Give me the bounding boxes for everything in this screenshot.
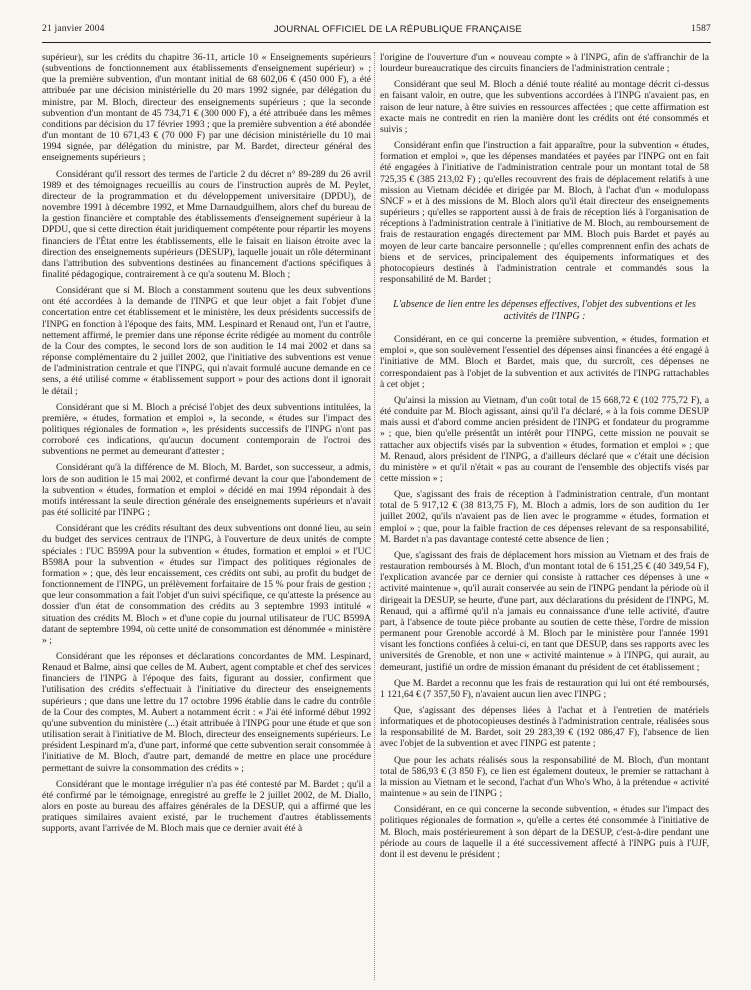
paragraph: Considérant que si M. Bloch a constamment soutenu que les deux subventions ont été accordées à la demande de l'INPG et que leur objet a fait l'objet d'une concertation entre cet établissement et le ministère, les deux présidents successifs de l'INPG en fonction à l'époque des faits, MM. Lespinard et Renaud ont, l'un et l'autre, nettement affirmé, le premier dans une réponse écrite rédigée au moment du contrôle de la Cour des comptes, le second lors de son audition le 14 mai 2002 et dans sa réponse complémentaire du 2 juillet 2002, que l'initiative des subventions est venue de l'administration centrale et que l'INPG, qui n'avait formulé aucune demande en ce sens, a été utilisé comme « établissement support » pour des actions dont il ignorait le détail ;	[42, 285, 371, 397]
paragraph: Que M. Bardet a reconnu que les frais de restauration qui lui ont été remboursés, 1 121,64 € (7 357,50 F), n'avaient aucun lien avec l'INPG ;	[380, 677, 709, 700]
paragraph: Considérant qu'il ressort des termes de l'article 2 du décret n° 89-289 du 26 avril 1989 et des témoignages recueillis au cours de l'instruction auprès de M. Peylet, directeur de la programmation et du développement universitaire (DPDU), de novembre 1991 à décembre 1992, et Mme Darnaudguilhem, alors chef du bureau de la gestion financière et comptable des établissements d'enseignement supérieur à la DPDU, que si cette direction était juridiquement compétente pour répartir les moyens financiers de l'État entre les établissements, elle le faisait en liaison étroite avec la direction des enseignements supérieurs (DESUP), laquelle jouait un rôle déterminant dans l'attribution des subventions destinées au financement d'actions spécifiques à finalité pédagogique, contrairement à ce qu'a soutenu M. Bloch ;	[42, 168, 371, 280]
paragraph: Considérant que le montage irrégulier n'a pas été contesté par M. Bardet ; qu'il a été confirmé par le témoignage, enregistré au greffe le 2 juillet 2002, de M. Diallo, alors en poste au bureau des affaires générales de la DESUP, qui a affirmé que les pratiques similaires avaient existé, par le truchement d'autres établissements supports, avant l'arrivée de M. Bloch mais que ce dernier avait été à	[42, 778, 371, 835]
right-column	[380, 52, 709, 982]
paragraph: Considérant enfin que l'instruction a fait apparaître, pour la subvention « études, formation et emploi », que les dépenses mandatées et payées par l'INPG ont en fait été engagées à l'initiative de l'administration centrale pour un montant total de 58 725,35 € (385 213,02 F) ; qu'elles recouvrent des frais de déplacement relatifs à une mission au Vietnam décidée et dirigée par M. Bloch, à l'achat d'un « modulopass SNCF » et à des missions de M. Bloch alors qu'il était directeur des enseignements supérieurs ; qu'elles se rapportent aussi à de frais de réception liés à l'organisation de réceptions à l'administration centrale à l'initiative de M. Bloch, au remboursement de frais de restauration engagés directement par MM. Bloch puis Bardet et payés au moyen de leur carte bancaire personnelle ; qu'elles comprennent enfin des achats de biens et de services, principalement des équipements informatiques et des photocopieurs destinés à l'administration centrale et commandés sous la responsabilité de M. Bardet ;	[380, 140, 709, 285]
paragraph: Que, s'agissant des frais de déplacement hors mission au Vietnam et des frais de restauration remboursés à M. Bloch, d'un montant total de 6 151,25 € (40 349,54 F), l'explication avancée par ce dernier qui consiste à rattacher ces dépenses à une « activité maintenue », qu'il aurait conservée au sein de l'INPG pendant la période où il dirigeait la DESUP, se heurte, d'une part, aux déclarations du président de l'INPG, M. Renaud, qui a affirmé qu'il n'a jamais eu connaissance d'une telle activité, d'autre part, à l'absence de toute pièce probante au soutien de cette thèse, l'ordre de mission permanent pour Grenoble accordé à M. Bloch par le ministère pour l'année 1991 visant les fonctions confiées à celui-ci, en tant que DESUP, dans ses rapports avec les universités de Grenoble, et non une « activité maintenue » à l'INPG, qui aurait, au demeurant, justifié un ordre de mission émanant du président de cet établissement ;	[380, 549, 709, 673]
paragraph: Qu'ainsi la mission au Vietnam, d'un coût total de 15 668,72 € (102 775,72 F), a été conduite par M. Bloch agissant, ainsi qu'il l'a déclaré, « à la fois comme DESUP mais aussi et d'abord comme ancien président de l'INPG et fondateur du programme » ; que, bien qu'elle présentât un intérêt pour l'INPG, cette mission ne pouvait se rattacher aux objectifs visés par la subvention « études, formation et emploi » ; que M. Renaud, alors président de l'INPG, a d'ailleurs déclaré que « c'était une décision du ministère » et qu'il n'était « pas au courant de l'ensemble des objectifs visés par cette mission » ;	[380, 394, 709, 484]
paragraph: Que pour les achats réalisés sous la responsabilité de M. Bloch, d'un montant total de 586,93 € (3 850 F), ce lien est également douteux, le premier se rattachant à la mission au Vietnam et le second, l'achat d'un Who's Who, à la prétendue « activité maintenue » au sein de l'INPG ;	[380, 754, 709, 800]
left-column	[42, 52, 371, 982]
paragraph: Considérant que les crédits résultant des deux subventions ont donné lieu, au sein du budget des services centraux de l'INPG, à l'ouverture de deux unités de compte spéciales : l'UC B599A pour la subvention « études, formation et emploi » et l'UC B598A pour la subvention « études sur l'impact des politiques régionales de formation » ; que, dès leur encaissement, ces crédits ont subi, au profit du budget de fonctionnement de l'INPG, un prélèvement forfaitaire de 15 % pour frais de gestion ; que leur consommation a fait l'objet d'un suivi spécifique, ce qu'atteste la présence au dossier d'un état de consommation des crédits au 3 septembre 1993 intitulé « situation des crédits M. Bloch » et d'une copie du journal utilisateur de l'UC B599A datant de septembre 1994, où cette unité de consommation est dénommée « ministère » ;	[42, 523, 371, 646]
page-header	[42, 18, 711, 40]
header-date: 21 janvier 2004	[42, 24, 105, 34]
paragraph: Considérant que seul M. Bloch a dénié toute réalité au montage décrit ci-dessus en faisant valoir, en outre, que les subventions accordées à l'INPG n'avaient pas, en raison de leur nature, à être suivies en ressources affectées ; que cette affirmation est exacte mais ne contredit en rien la manière dont les crédits ont été consommés et suivis ;	[380, 79, 709, 135]
paragraph: Considérant qu'à la différence de M. Bloch, M. Bardet, son successeur, a admis, lors de son audition le 15 mai 2002, et confirmé devant la cour que l'abondement de la subvention « études, formation et emploi » décidé en mai 1994 répondait à des motifs intéressant la seule direction générale des enseignements supérieurs et n'avait pas été sollicité par l'INPG ;	[42, 462, 371, 519]
header-page-number: 1587	[691, 24, 711, 34]
header-title: JOURNAL OFFICIEL DE LA RÉPUBLIQUE FRANÇAISE	[273, 23, 522, 35]
paragraph: Considérant, en ce qui concerne la seconde subvention, « études sur l'impact des politiques régionales de formation », qu'elle a certes été consommée à l'initiative de M. Bloch, mais postérieurement à son départ de la DESUP, c'est-à-dire pendant une période au cours de laquelle il a été successivement affecté à l'INPG puis à l'UJF, dont il est devenu le président ;	[380, 804, 709, 860]
paragraph: l'origine de l'ouverture d'un « nouveau compte » à l'INPG, afin de s'affranchir de la lourdeur bureaucratique des circuits financiers de l'administration centrale ;	[380, 52, 709, 75]
header-rule	[42, 42, 711, 43]
column-divider	[374, 52, 375, 980]
paragraph: Considérant, en ce qui concerne la première subvention, « études, formation et emploi », que son soulèvement l'essentiel des dépenses ainsi financées a été engagé à l'initiative de MM. Bloch et Bardet, mais que, du surcroît, ces dépenses ne correspondaient pas à l'objet de la subvention et aux activités de l'INPG rattachables à cet objet ;	[380, 334, 709, 390]
paragraph: supérieur), sur les crédits du chapitre 36-11, article 10 « Enseignements supérieurs (subventions de fonctionnement aux établissements d'enseignement supérieur) » ; que la première subvention, d'un montant initial de 68 602,06 € (450 000 F), a été attribuée par une décision ministérielle du 20 mars 1992 signée, par délégation du ministre, par M. Bloch, directeur des enseignements supérieurs ; que la seconde subvention d'un montant de 45 734,71 € (300 000 F), a été attribuée dans les mêmes conditions par décision du 17 février 1993 ; que la première subvention a été abondée d'un montant de 10 671,43 € (70 000 F) par une décision ministérielle du 10 mai 1994 signée, par délégation du ministre, par M. Bardet, directeur général des enseignements supérieurs ;	[42, 52, 371, 164]
section-heading: L'absence de lien entre les dépenses effectives, l'objet des subventions et les activités de l'INPG :	[393, 299, 696, 322]
paragraph: Considérant que les réponses et déclarations concordantes de MM. Lespinard, Renaud et Balme, ainsi que celles de M. Aubert, agent comptable et chef des services financiers de l'INPG à l'époque des faits, figurant au dossier, confirment que l'utilisation des crédits s'effectuait à l'initiative du directeur des enseignements supérieurs ; que dans une lettre du 17 octobre 1996 établie dans le cadre du contrôle de la Cour des comptes, M. Aubert a notamment écrit : « J'ai été informé début 1992 qu'une subvention du ministère (...) était attribuée à l'INPG pour une étude et que son utilisation serait à l'initiative de M. Bloch, directeur des enseignements supérieurs. Le président Lespinard m'a, d'une part, informé que cette subvention serait consommée à l'initiative de M. Bloch, d'autre part, demandé de mettre en place une procédure permettant de suivre la consommation des crédits » ;	[42, 650, 371, 774]
paragraph: Considérant que si M. Bloch a précisé l'objet des deux subventions intitulées, la première, « études, formation et emploi », la seconde, « études sur l'impact des politiques régionales de formation », les présidents successifs de l'INPG n'ont pas corroboré ces indications, qu'aucun document contemporain de l'octroi des subventions ne permet au demeurant d'attester ;	[42, 401, 371, 458]
paragraph: Que, s'agissant des frais de réception à l'administration centrale, d'un montant total de 5 917,12 € (38 813,75 F), M. Bloch a admis, lors de son audition du 1er juillet 2002, qu'ils n'avaient pas de lien avec le programme « études, formation et emploi » ; que, pour la faible fraction de ces dépenses relevant de sa responsabilité, M. Bardet n'a pas davantage contesté cette absence de lien ;	[380, 489, 709, 545]
paragraph: Que, s'agissant des dépenses liées à l'achat et à l'entretien de matériels informatiques et de photocopieuses destinés à l'administration centrale, réalisées sous la responsabilité de M. Bardet, soit 29 283,39 € (192 086,47 F), l'absence de lien avec l'objet de la subvention et avec l'INPG est patente ;	[380, 704, 709, 750]
